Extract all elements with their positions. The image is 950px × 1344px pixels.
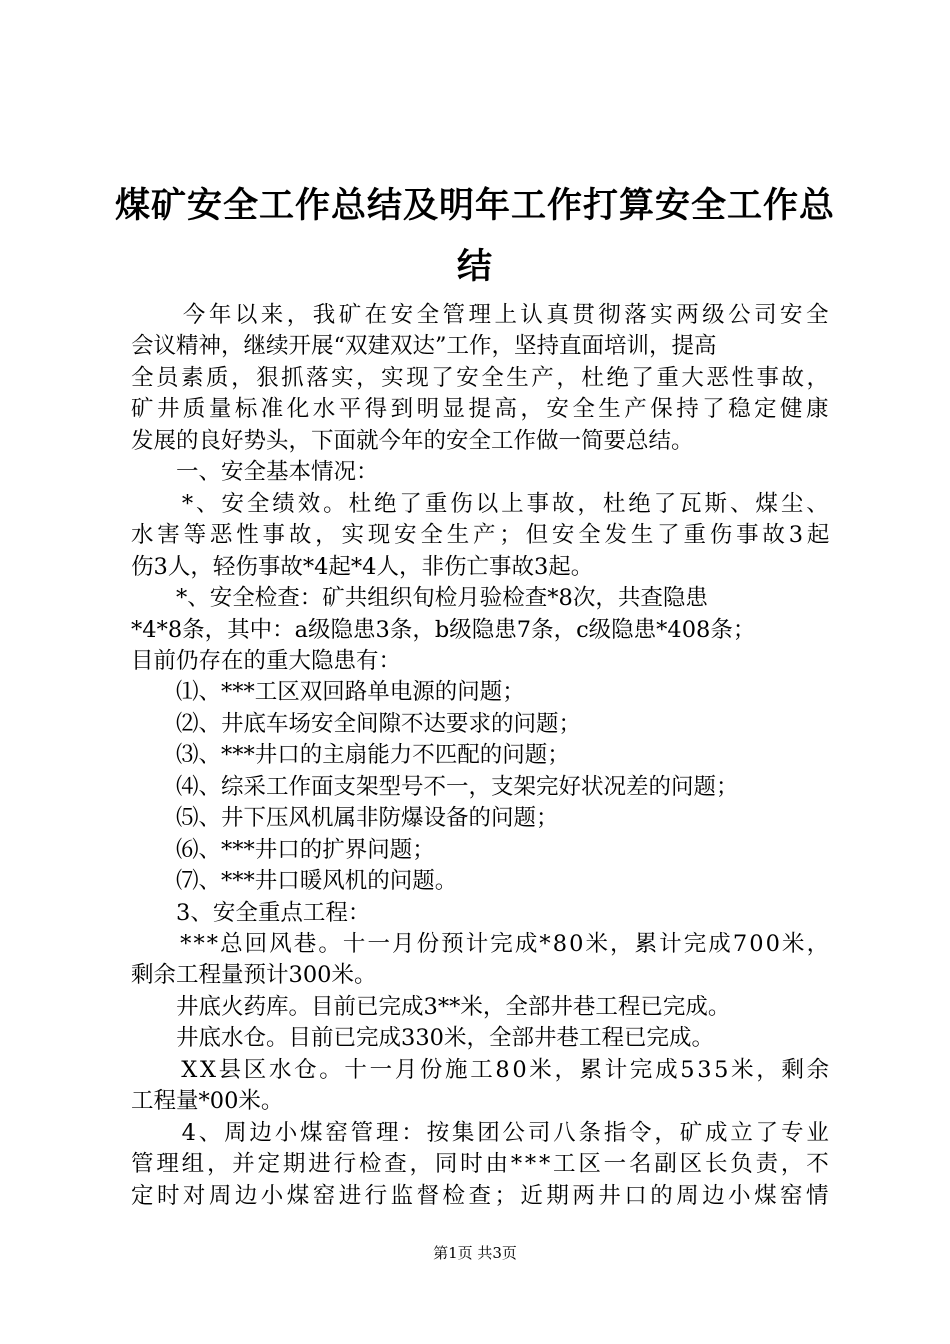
- document-title-line-1: 煤矿安全工作总结及明年工作打算安全工作总: [114, 185, 835, 226]
- text-line: ⑷、综采工作面支架型号不一，支架完好状况差的问题；: [131, 773, 739, 800]
- text-line: ⑶、***井口的主扇能力不匹配的问题；: [131, 742, 570, 769]
- text-line: *、安全检查：矿共组织旬检月验检查*8次，共查隐患: [131, 585, 708, 612]
- text-line: *、安全绩效。杜绝了重伤以上事故，杜绝了瓦斯、煤尘、: [131, 490, 832, 517]
- text-line: 3、安全重点工程：: [131, 899, 371, 926]
- text-line: ***总回风巷。十一月份预计完成*80米，累计完成700米，: [131, 931, 832, 957]
- text-line: 工程量*00米。: [131, 1088, 284, 1115]
- text-line: 今年以来，我矿在安全管理上认真贯彻落实两级公司安全: [131, 302, 832, 328]
- text-line: ⑴、***工区双回路单电源的问题；: [131, 679, 525, 706]
- text-line: ⑸、井下压风机属非防爆设备的问题；: [131, 805, 559, 832]
- text-line: XX县区水仓。十一月份施工80米，累计完成535米，剩余: [131, 1056, 832, 1083]
- text-line: 目前仍存在的重大隐患有：: [131, 647, 402, 674]
- text-line: 水害等恶性事故，实现安全生产；但安全发生了重伤事故3起: [131, 522, 834, 549]
- text-line: 伤3人，轻伤事故*4起*4人，非伤亡事故3起。: [131, 553, 594, 580]
- text-line: 井底火药库。目前已完成3**米，全部井巷工程已完成。: [131, 993, 731, 1020]
- text-line: 一、安全基本情况：: [131, 459, 379, 486]
- text-line: 井底水仓。目前已完成330米，全部井巷工程已完成。: [131, 1025, 714, 1052]
- text-line: 剩余工程量预计300米。: [131, 962, 377, 989]
- text-line: 定时对周边小煤窑进行监督检查；近期两井口的周边小煤窑情: [131, 1182, 832, 1209]
- text-line: ⑹、***井口的扩界问题；: [131, 836, 435, 863]
- text-line: 管理组，并定期进行检查，同时由***工区一名副区长负责，不: [131, 1151, 832, 1178]
- document-title-line-2: 结: [456, 246, 493, 287]
- text-line: 4、周边小煤窑管理：按集团公司八条指令，矿成立了专业: [131, 1119, 832, 1146]
- text-line: 全员素质，狠抓落实，实现了安全生产，杜绝了重大恶性事故，: [131, 364, 832, 391]
- text-line: ⑺、***井口暖风机的问题。: [131, 868, 458, 895]
- text-line: ⑵、井底车场安全间隙不达要求的问题；: [131, 710, 582, 737]
- text-line: *4*8条，其中：a级隐患3条，b级隐患7条，c级隐患*408条；: [131, 616, 756, 643]
- text-line: 矿井质量标准化水平得到明显提高，安全生产保持了稳定健康: [131, 396, 832, 423]
- text-line: 发展的良好势头，下面就今年的安全工作做一简要总结。: [131, 427, 694, 454]
- page-footer: 第1页 共3页: [433, 1244, 517, 1262]
- text-line: 会议精神，继续开展“双建双达”工作，坚持直面培训，提高: [131, 333, 717, 360]
